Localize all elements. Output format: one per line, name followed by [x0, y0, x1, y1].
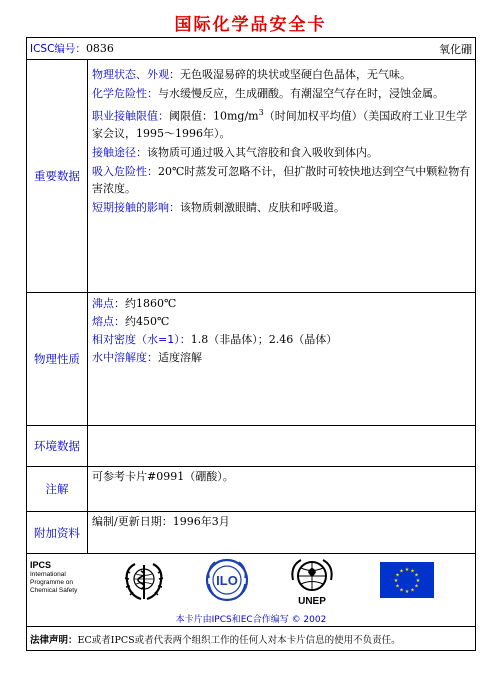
relative-density-key: 相对密度（水=1）：	[92, 333, 191, 346]
chemical-hazard-value: 与水缓慢反应，生成硼酸。有潮湿空气存在时，浸蚀金属。	[158, 87, 444, 100]
eu-star-icon: ★	[410, 587, 415, 594]
eu-star-icon: ★	[410, 568, 415, 575]
important-data-content	[89, 60, 475, 292]
credit-text: 本卡片由IPCS和EC合作编写 © 2002	[175, 615, 327, 625]
melting-point-key: 熔点：	[92, 315, 125, 328]
physical-state-value: 无色吸湿易碎的块状或坚硬白色晶体，无气味。	[180, 68, 411, 81]
ipcs-line-1: International	[30, 571, 66, 578]
eu-star-icon: ★	[395, 572, 400, 579]
environmental-data-row	[27, 426, 475, 467]
boiling-point-key: 沸点：	[92, 297, 125, 310]
exposure-limit-value-pre: 阈限值：10mg/m	[169, 109, 259, 123]
short-term-effects-value: 该物质刺激眼睛、皮肤和呼吸道。	[180, 200, 345, 214]
eu-star-icon: ★	[393, 578, 399, 584]
additional-content: 编制/更新日期：1996年3月	[92, 515, 230, 528]
environmental-data-content	[89, 426, 475, 466]
legal-text: EC或者IPCS或者代表两个组织工作的任何人对本卡片信息的使用不负责任。	[77, 635, 401, 646]
unep-label: UNEP	[298, 596, 326, 607]
eu-star-icon: ★	[415, 578, 421, 584]
legal-label: 法律声明：	[30, 635, 78, 646]
header-row	[27, 38, 475, 60]
ipcs-logo	[30, 560, 77, 595]
exposure-limit-key: 职业接触限值：	[92, 109, 169, 123]
additional-row	[27, 512, 475, 554]
exposure-limit-sup: 3	[258, 108, 264, 117]
eu-star-icon: ★	[414, 583, 419, 590]
eu-flag-icon	[380, 562, 434, 598]
environmental-data-label: 环境数据	[27, 426, 88, 466]
important-data-row	[27, 60, 475, 293]
eu-star-icon: ★	[399, 568, 404, 575]
water-solubility-key: 水中溶解度：	[92, 351, 158, 364]
important-data-label: 重要数据	[27, 60, 88, 292]
physical-state-key: 物理状态、外观：	[92, 68, 180, 81]
additional-label: 附加资料	[27, 512, 88, 553]
physical-properties-row	[27, 293, 475, 426]
logos-row	[27, 554, 475, 627]
svg-text:ILO: ILO	[216, 573, 238, 588]
chemical-hazard-key: 化学危险性：	[92, 87, 158, 100]
exposure-route-key: 接触途径：	[92, 145, 147, 159]
ipcs-line-2: Programme on	[30, 579, 73, 586]
notes-content: 可参考卡片#0991（硼酸）。	[92, 470, 234, 483]
substance-name: 氧化硼	[439, 43, 472, 56]
legal-row	[27, 627, 475, 650]
physical-properties-content	[89, 293, 475, 425]
physical-properties-label: 物理性质	[27, 293, 88, 425]
card-title: 国际化学品安全卡	[174, 15, 327, 35]
relative-density-value: 1.8（非晶体）；2.46（晶体）	[190, 333, 338, 346]
eu-star-icon: ★	[399, 587, 404, 594]
icsc-label: ICSC编号：	[30, 43, 86, 55]
inhalation-hazard-key: 吸入危险性：	[92, 164, 158, 178]
exposure-route-value: 该物质可通过吸入其气溶胶和食入吸收到体内。	[147, 145, 378, 159]
ipcs-line-3: Chemical Safety	[30, 587, 78, 594]
short-term-effects-key: 短期接触的影响：	[92, 200, 180, 214]
notes-label: 注解	[27, 467, 88, 511]
ilo-emblem-icon	[205, 558, 249, 604]
water-solubility-value: 适度溶解	[158, 351, 202, 364]
inhalation-hazard-value: 20℃时蒸发可忽略不计，但扩散时可较快地达到空气中颗粒物有害浓度。	[92, 164, 471, 195]
card-frame	[26, 37, 476, 651]
eu-star-icon: ★	[404, 567, 410, 573]
who-emblem-icon	[119, 559, 169, 603]
eu-star-icon: ★	[404, 589, 410, 595]
boiling-point-value: 约1860℃	[125, 297, 177, 310]
notes-row	[27, 467, 475, 512]
exposure-limit-value-post: （时间加权平均值）（美国政府工业卫生学家会议，1995～1996年）。	[92, 109, 468, 140]
eu-star-icon: ★	[395, 583, 400, 590]
eu-star-icon: ★	[414, 572, 419, 579]
ipcs-abbr: IPCS	[30, 560, 52, 570]
unep-emblem-icon	[289, 558, 335, 596]
melting-point-value: 约450℃	[125, 315, 170, 328]
icsc-number: 0836	[85, 42, 114, 55]
